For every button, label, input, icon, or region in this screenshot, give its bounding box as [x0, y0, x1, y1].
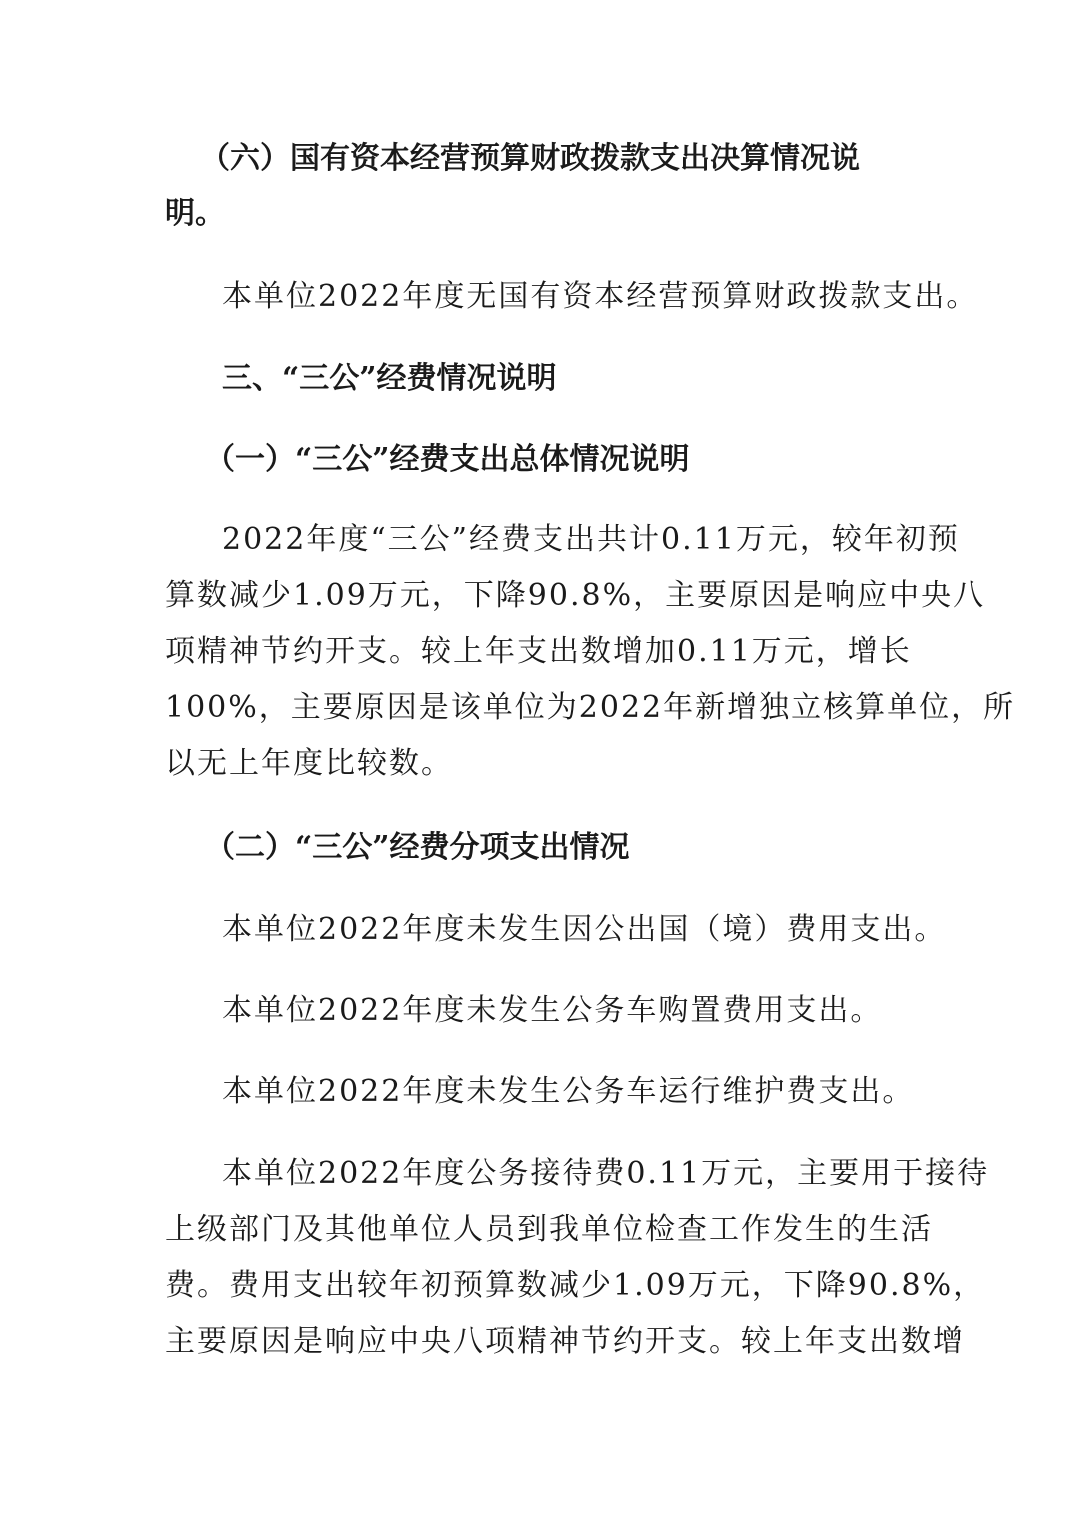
sub1-paragraph-line: 100%，主要原因是该单位为2022年新增独立核算单位，所 [165, 690, 1016, 725]
section3-sub2-heading: （二）“三公”经费分项支出情况 [205, 830, 630, 865]
section6-heading-line2: 明。 [165, 196, 225, 231]
sub2-paragraph-4-line: 费。费用支出较年初预算数减少1.09万元，下降90.8%， [165, 1268, 986, 1303]
section6-heading-line1: （六）国有资本经营预算财政拨款支出决算情况说 [200, 141, 860, 176]
section3-sub1-heading: （一）“三公”经费支出总体情况说明 [205, 442, 690, 477]
sub2-paragraph-2: 本单位2022年度未发生公务车购置费用支出。 [222, 993, 883, 1028]
sub2-paragraph-4-line: 本单位2022年度公务接待费0.11万元，主要用于接待 [222, 1156, 990, 1191]
sub2-paragraph-4-line: 主要原因是响应中央八项精神节约开支。较上年支出数增 [165, 1324, 965, 1359]
sub1-paragraph-line: 以无上年度比较数。 [165, 746, 453, 781]
sub1-paragraph-line: 2022年度“三公”经费支出共计0.11万元，较年初预 [222, 522, 960, 557]
section3-heading: 三、“三公”经费情况说明 [222, 361, 557, 396]
sub2-paragraph-3: 本单位2022年度未发生公务车运行维护费支出。 [222, 1074, 915, 1109]
sub2-paragraph-4-line: 上级部门及其他单位人员到我单位检查工作发生的生活 [165, 1212, 933, 1247]
section6-body: 本单位2022年度无国有资本经营预算财政拨款支出。 [222, 279, 979, 314]
sub1-paragraph-line: 算数减少1.09万元，下降90.8%，主要原因是响应中央八 [165, 578, 986, 613]
sub1-paragraph-line: 项精神节约开支。较上年支出数增加0.11万元，增长 [165, 634, 912, 669]
sub2-paragraph-1: 本单位2022年度未发生因公出国（境）费用支出。 [222, 912, 947, 947]
